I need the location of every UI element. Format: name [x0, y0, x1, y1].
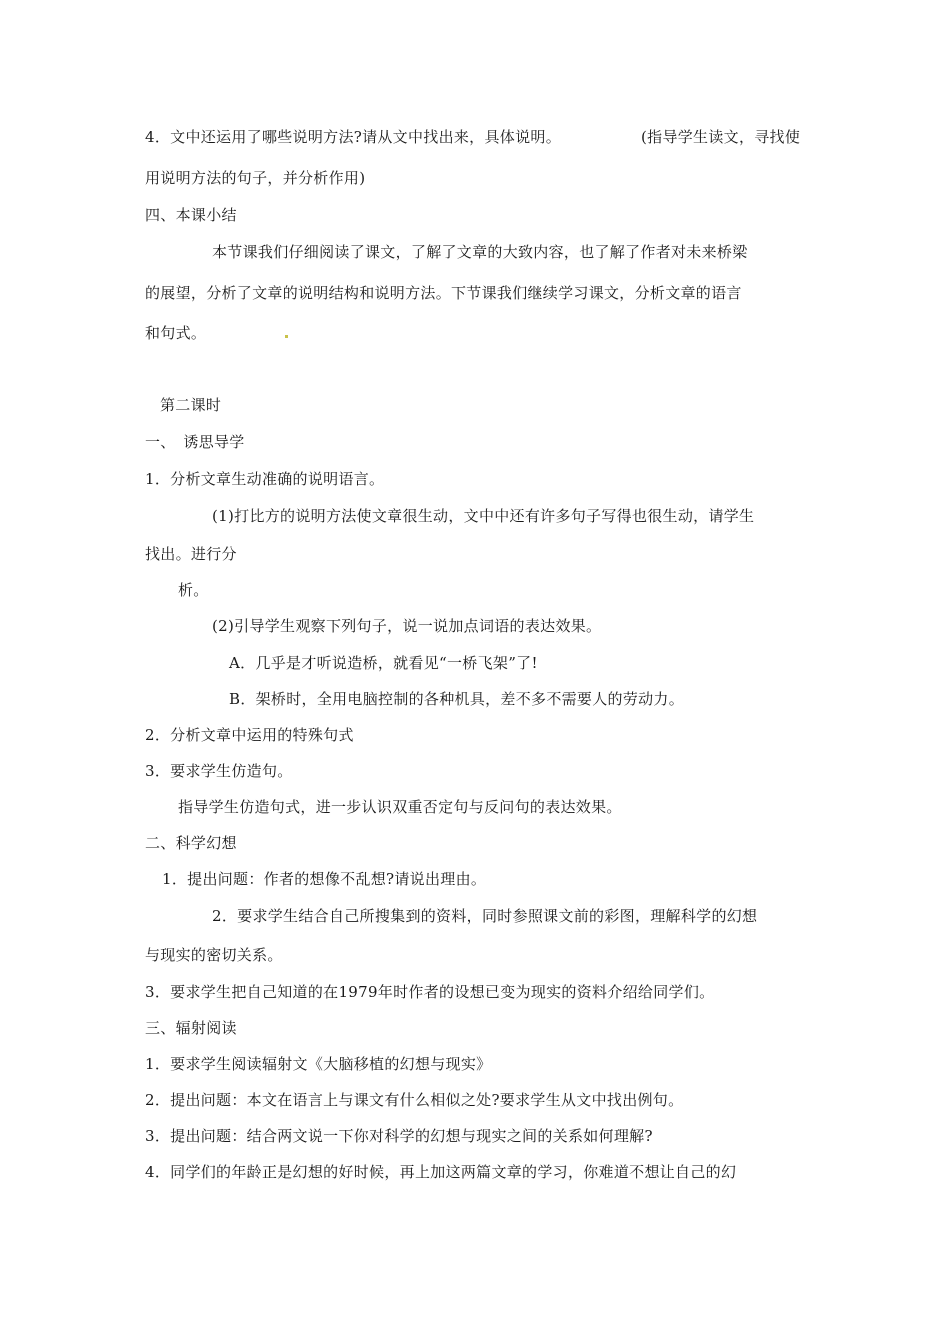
lesson-title: 第二课时	[160, 396, 222, 414]
text-line: 1．提出问题：作者的想像不乱想?请说出理由。	[162, 870, 487, 888]
text-line: 1．分析文章生动准确的说明语言。	[145, 470, 385, 488]
text-line: 3．提出问题：结合两文说一下你对科学的幻想与现实之间的关系如何理解?	[145, 1127, 653, 1145]
text-line: 的展望，分析了文章的说明结构和说明方法。下节课我们继续学习课文，分析文章的语言	[145, 284, 742, 302]
example-sentence: A．几乎是才听说造桥，就看见“一桥飞架”了!	[229, 654, 538, 672]
text-line: 2．提出问题：本文在语言上与课文有什么相似之处?要求学生从文中找出例句。	[145, 1091, 684, 1109]
section-heading: 二、科学幻想	[145, 834, 237, 852]
text-line: 用说明方法的句子，并分析作用)	[145, 169, 366, 187]
example-sentence: B．架桥时，全用电脑控制的各种机具，差不多不需要人的劳动力。	[229, 690, 685, 708]
text-line: 找出。进行分	[145, 545, 237, 563]
text-line: 1．要求学生阅读辐射文《大脑移植的幻想与现实》	[145, 1055, 492, 1073]
text-line: (指导学生读文，寻找使	[641, 128, 801, 146]
section-heading: 三、辐射阅读	[145, 1019, 237, 1037]
text-line: 和句式。	[145, 324, 207, 342]
text-line: 与现实的密切关系。	[145, 946, 283, 964]
text-line: 析。	[178, 581, 209, 599]
text-line: 本节课我们仔细阅读了课文，了解了文章的大致内容，也了解了作者对未来桥梁	[212, 243, 748, 261]
text-line: 3．要求学生把自己知道的在1979年时作者的设想已变为现实的资料介绍给同学们。	[145, 983, 715, 1001]
section-heading: 一、 诱思导学	[145, 433, 245, 451]
text-line: 2．分析文章中运用的特殊句式	[145, 726, 354, 744]
text-line: 4．同学们的年龄正是幻想的好时候，再上加这两篇文章的学习，你难道不想让自己的幻	[145, 1163, 737, 1181]
text-line: (1)打比方的说明方法使文章很生动，文中中还有许多句子写得也很生动，请学生	[212, 507, 755, 525]
text-line: 3．要求学生仿造句。	[145, 762, 293, 780]
text-line: 4．文中还运用了哪些说明方法?请从文中找出来，具体说明。	[145, 128, 561, 146]
yellow-mark	[285, 335, 288, 338]
text-line: (2)引导学生观察下列句子，说一说加点词语的表达效果。	[212, 617, 602, 635]
text-line: 指导学生仿造句式，进一步认识双重否定句与反问句的表达效果。	[178, 798, 622, 816]
section-heading: 四、本课小结	[145, 206, 237, 224]
text-line: 2．要求学生结合自己所搜集到的资料，同时参照课文前的彩图，理解科学的幻想	[212, 907, 758, 925]
